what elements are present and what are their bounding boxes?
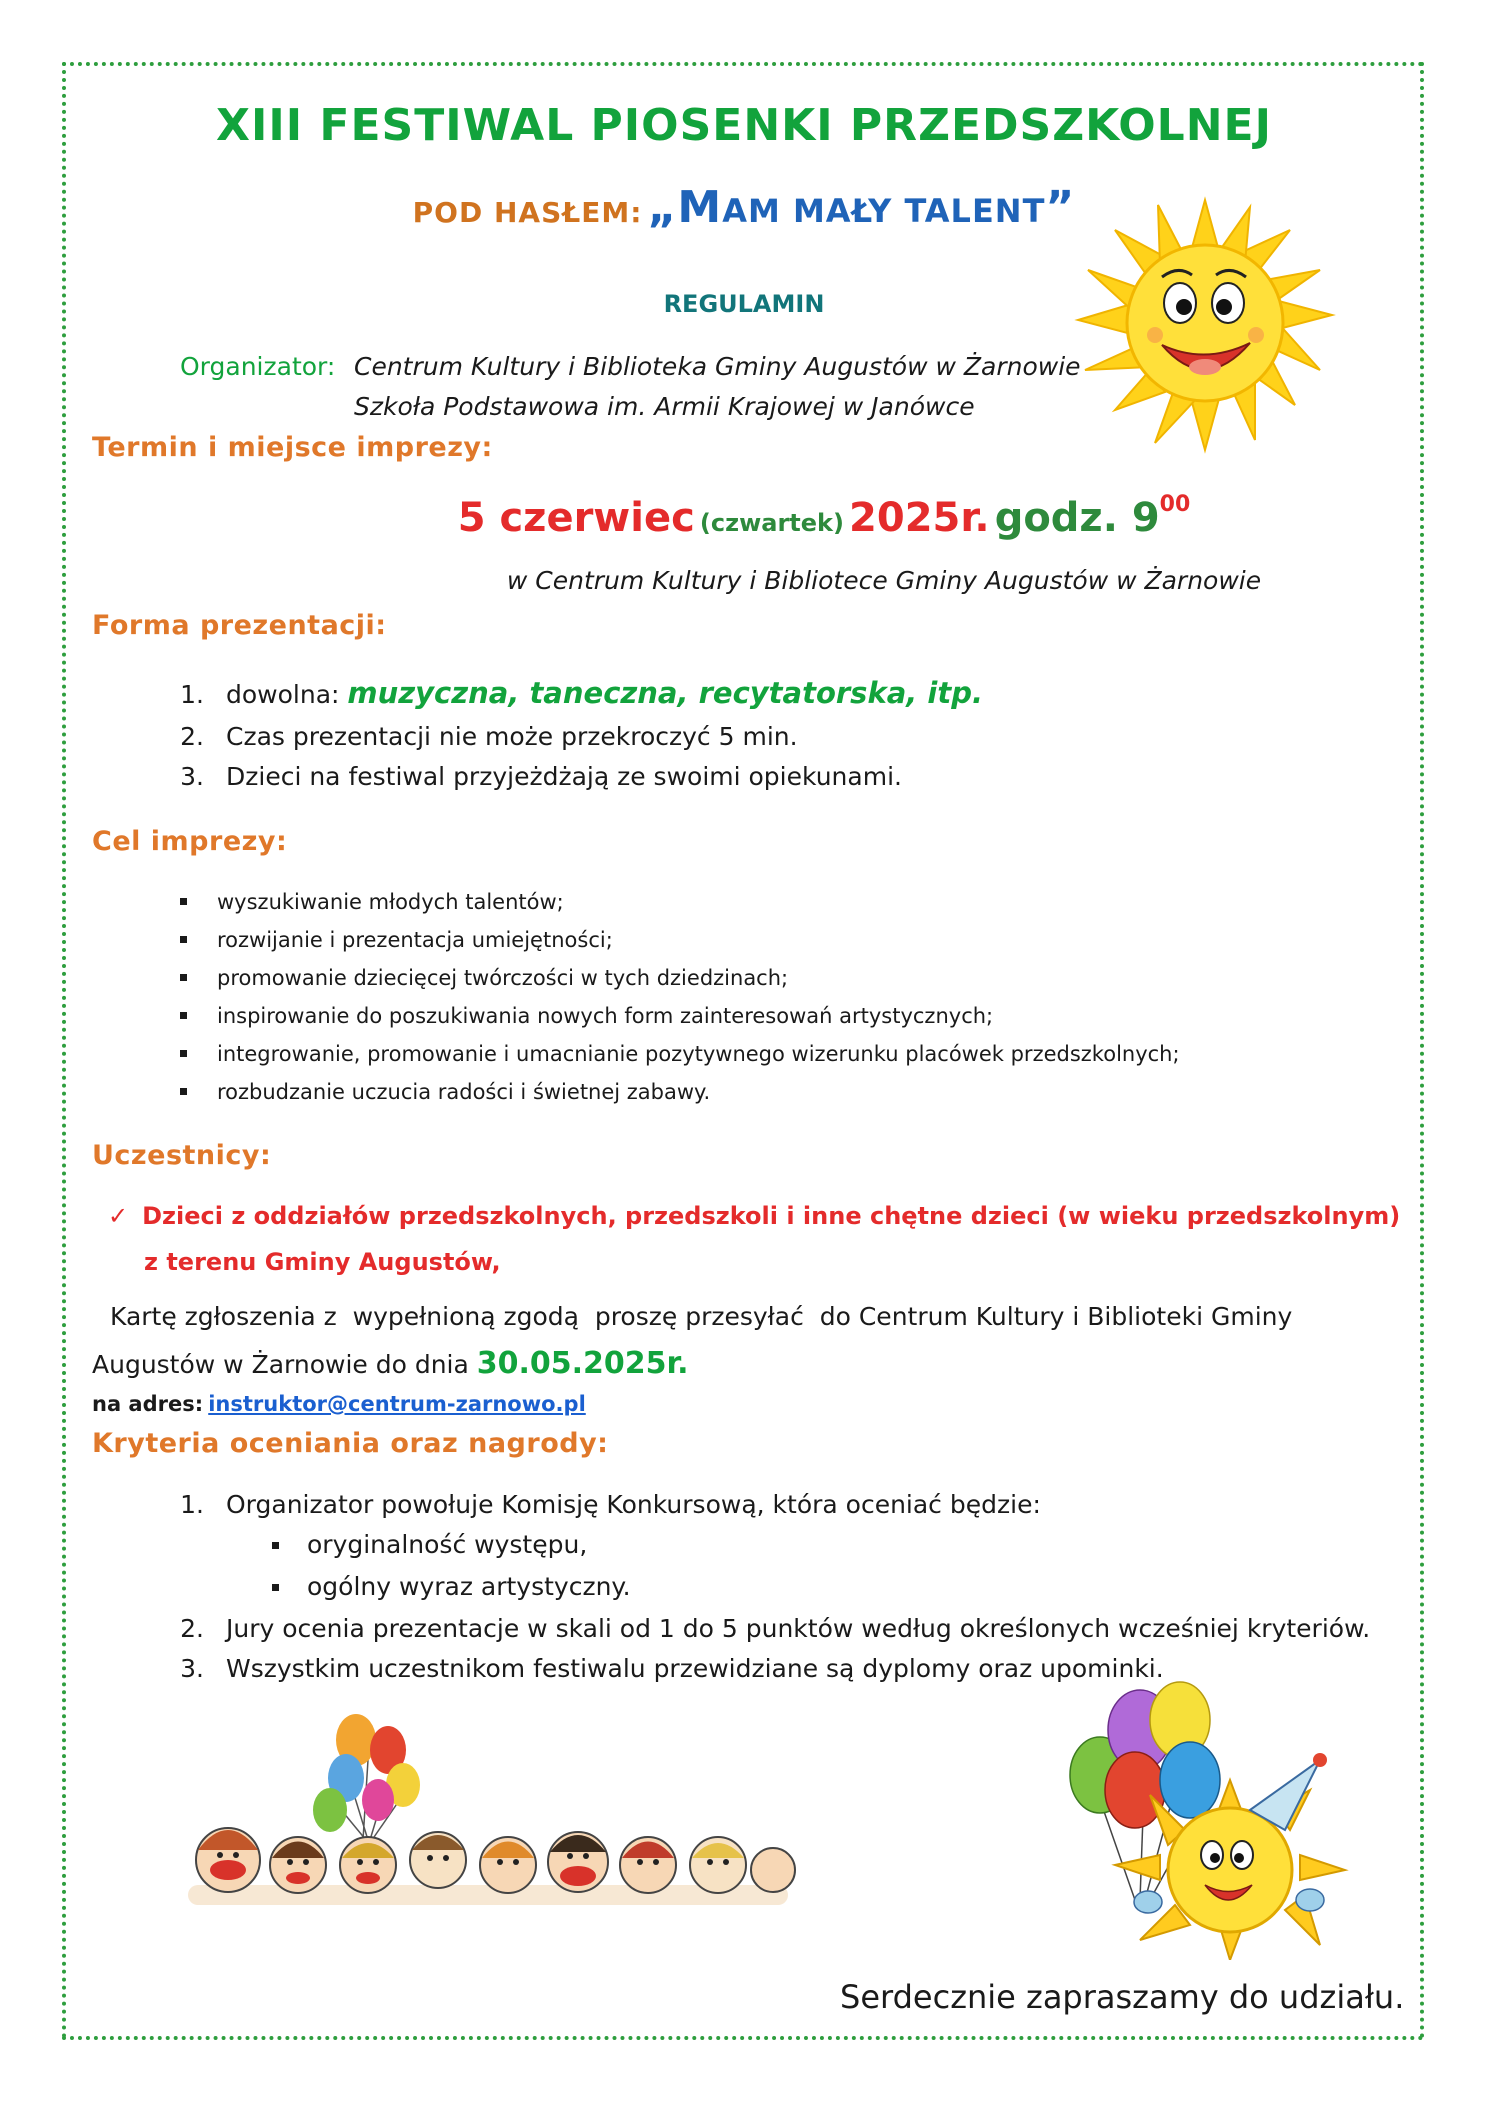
address-label: na adres:: [92, 1392, 204, 1416]
list-item: [180, 890, 564, 914]
list-item: [180, 966, 788, 990]
bullet-icon: [272, 1542, 279, 1549]
termin-heading: Termin i miejsce imprezy:: [92, 432, 493, 463]
participants-line-2: z terenu Gminy Augustów,: [144, 1248, 501, 1276]
list-item: [180, 1042, 1180, 1066]
zgloszenie-line-2: [92, 1346, 688, 1381]
event-date-day: 5 czerwiec: [457, 495, 695, 541]
bullet-icon: [180, 1088, 187, 1095]
forma-item-2: [158, 722, 798, 751]
cel-item-text: inspirowanie do poszukiwania nowych form zainteresowań artystycznych;: [217, 1004, 994, 1028]
kryteria-item-2: [158, 1614, 1370, 1643]
page-title: XIII FESTIWAL PIOSENKI PRZEDSZKOLNEJ: [216, 100, 1272, 151]
bullet-icon: [180, 974, 187, 981]
organizer-line-2: Szkoła Podstawowa im. Armii Krajowej w Janówce: [354, 392, 975, 421]
list-item: [180, 1004, 993, 1028]
kryteria-sub-2: [272, 1572, 631, 1601]
event-venue: w Centrum Kultury i Bibliotece Gminy Augustów w Żarnowie: [506, 566, 1262, 595]
list-item: [180, 1080, 710, 1104]
list-number: 3.: [180, 762, 204, 791]
event-hour: godz. 9: [994, 495, 1160, 541]
zgloszenie-line-1: Kartę zgłoszenia z wypełnioną zgodą proszę przesyłać do Centrum Kultury i Biblioteki Gminy: [110, 1302, 1293, 1331]
participants-line-1: [108, 1202, 1400, 1230]
list-number: 3.: [180, 1654, 204, 1683]
bullet-icon: [180, 898, 187, 905]
motto-value-open: „M: [647, 182, 723, 233]
cel-heading: Cel imprezy:: [92, 826, 288, 857]
forma-item-prefix: dowolna:: [226, 680, 340, 709]
kryteria-sub-1: [272, 1530, 587, 1559]
organizer-label: Organizator:: [180, 352, 336, 381]
organizer-line-1: Centrum Kultury i Biblioteka Gminy Augustów w Żarnowie: [354, 352, 1081, 381]
event-hour-sup: 00: [1159, 492, 1191, 517]
email-link[interactable]: instruktor@centrum-zarnowo.pl: [208, 1392, 586, 1416]
motto-value-text: AM MAŁY TALENT: [722, 192, 1046, 230]
closing-text: Serdecznie zapraszamy do udziału.: [840, 1978, 1405, 2016]
list-item: [180, 928, 613, 952]
forma-heading: Forma prezentacji:: [92, 610, 387, 641]
cel-item-text: rozwijanie i prezentacja umiejętności;: [217, 928, 613, 952]
forma-item-text: Czas prezentacji nie może przekroczyć 5 min.: [226, 722, 798, 751]
kryteria-heading: Kryteria oceniania oraz nagrody:: [92, 1428, 609, 1459]
zgloszenie-text: Augustów w Żarnowie do dnia: [92, 1350, 469, 1379]
kryteria-item-3: [158, 1654, 1164, 1683]
cel-item-text: promowanie dziecięcej twórczości w tych dziedzinach;: [217, 966, 789, 990]
bullet-icon: [180, 936, 187, 943]
cel-item-text: integrowanie, promowanie i umacnianie pozytywnego wizerunku placówek przedszkolnych;: [217, 1042, 1180, 1066]
motto-label: POD HASŁEM:: [412, 196, 643, 229]
kryteria-item-text: Wszystkim uczestnikom festiwalu przewidziane są dyplomy oraz upominki.: [226, 1654, 1164, 1683]
kryteria-sub-text: oryginalność występu,: [307, 1530, 588, 1559]
sun-with-balloons-icon: [1040, 1680, 1370, 1960]
address-line: [92, 1392, 586, 1416]
kryteria-sub-text: ogólny wyraz artystyczny.: [307, 1572, 631, 1601]
motto-value-close: ”: [1045, 182, 1076, 233]
event-date: [80, 492, 1488, 541]
list-number: 2.: [180, 1614, 204, 1643]
checkmark-icon: ✓: [108, 1202, 129, 1230]
forma-item-3: [158, 762, 902, 791]
uczestnicy-heading: Uczestnicy:: [92, 1140, 272, 1171]
cel-item-text: rozbudzanie uczucia radości i świetnej zabawy.: [217, 1080, 711, 1104]
forma-item-1: [158, 676, 983, 710]
kryteria-item-1: [158, 1490, 1041, 1519]
forma-item-highlight: muzyczna, taneczna, recytatorska, itp.: [347, 676, 983, 710]
bullet-icon: [272, 1584, 279, 1591]
regulamin-heading: REGULAMIN: [663, 290, 825, 318]
kids-with-balloons-icon: [178, 1700, 798, 1940]
forma-item-text: Dzieci na festiwal przyjeżdżają ze swoimi opiekunami.: [226, 762, 902, 791]
list-number: 1.: [180, 1490, 204, 1519]
list-number: 2.: [180, 722, 204, 751]
participants-text-1: Dzieci z oddziałów przedszkolnych, przedszkoli i inne chętne dzieci (w wieku przedszkolnym): [142, 1202, 1401, 1230]
event-weekday: (czwartek): [699, 509, 844, 537]
kryteria-item-text: Organizator powołuje Komisję Konkursową, która oceniać będzie:: [226, 1490, 1041, 1519]
deadline-date: 30.05.2025r.: [476, 1346, 689, 1381]
bullet-icon: [180, 1012, 187, 1019]
motto-value: [648, 182, 1076, 233]
list-number: 1.: [180, 680, 204, 709]
bullet-icon: [180, 1050, 187, 1057]
sun-icon: [1070, 195, 1340, 455]
kryteria-item-text: Jury ocenia prezentacje w skali od 1 do 5 punktów według określonych wcześniej kryteriów.: [226, 1614, 1371, 1643]
event-year: 2025r.: [849, 495, 990, 541]
cel-item-text: wyszukiwanie młodych talentów;: [217, 890, 564, 914]
